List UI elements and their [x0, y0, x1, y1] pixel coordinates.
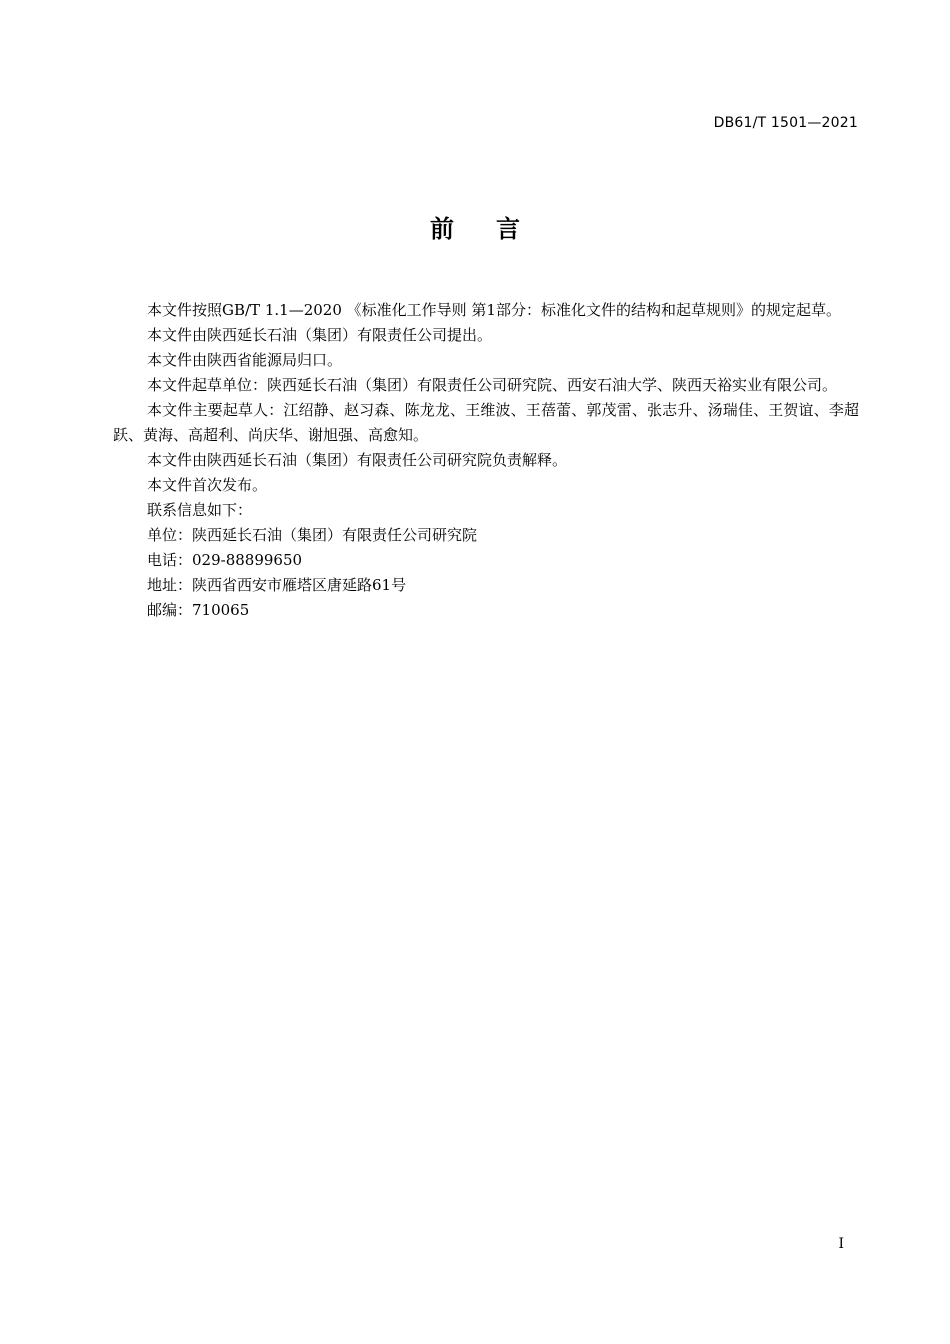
title-char-1: 前: [430, 215, 454, 243]
paragraph-administrator: 本文件由陕西省能源局归口。: [147, 351, 343, 369]
document-code: DB61/T 1501—2021: [713, 115, 858, 131]
foreword-body: [113, 298, 859, 623]
contact-phone: 电话：029-88899650: [147, 551, 303, 569]
page-title: [0, 213, 950, 245]
paragraph-drafting-basis: 本文件按照GB/T 1.1—2020 《标准化工作导则 第1部分：标准化文件的结构和起草规则》的规定起草。: [147, 301, 841, 319]
paragraph-contact-heading: 联系信息如下：: [147, 501, 253, 519]
paragraph-first-release: 本文件首次发布。: [147, 476, 268, 494]
paragraph-drafting-units: 本文件起草单位：陕西延长石油（集团）有限责任公司研究院、西安石油大学、陕西天裕实业有限公司。: [147, 376, 838, 394]
paragraph-proposer: 本文件由陕西延长石油（集团）有限责任公司提出。: [147, 326, 493, 344]
paragraph-drafters: 本文件主要起草人：江绍静、赵习森、陈龙龙、王维波、王蓓蕾、郭茂雷、张志升、汤瑞佳、王贺谊、李超跃、黄海、高超利、尚庆华、谢旭强、高愈知。: [113, 401, 859, 444]
page-number: I: [838, 1236, 844, 1252]
contact-address: 地址：陕西省西安市雁塔区唐延路61号: [147, 576, 407, 594]
contact-postcode: 邮编：710065: [147, 601, 250, 619]
title-char-2: 言: [496, 215, 520, 243]
contact-unit: 单位：陕西延长石油（集团）有限责任公司研究院: [147, 526, 478, 544]
paragraph-interpretation: 本文件由陕西延长石油（集团）有限责任公司研究院负责解释。: [147, 451, 568, 469]
